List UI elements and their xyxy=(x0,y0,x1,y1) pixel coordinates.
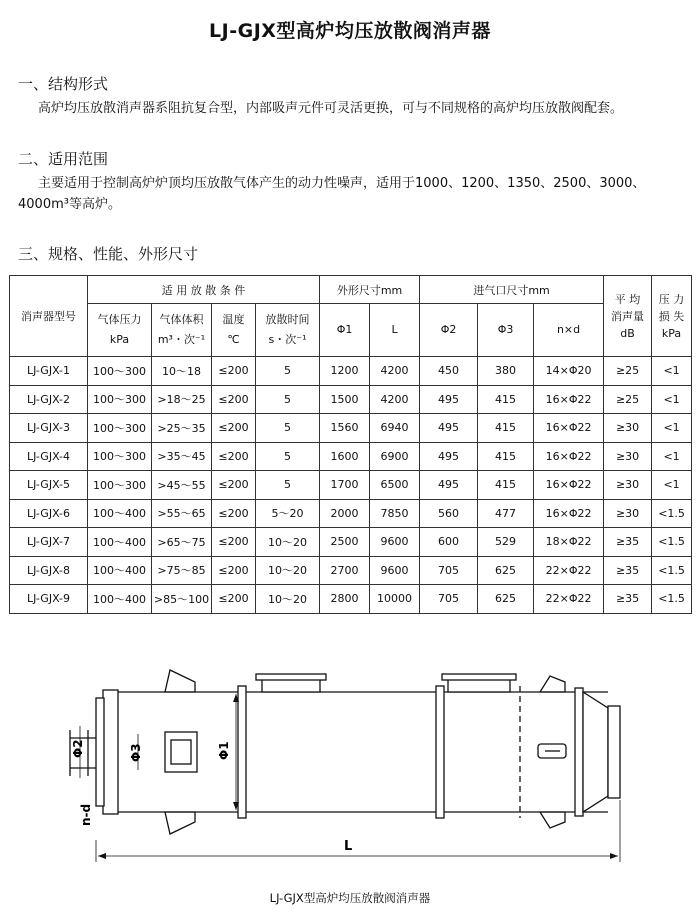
table-cell: <1 xyxy=(652,357,692,386)
table-cell: 529 xyxy=(478,528,534,557)
table-cell: ≤200 xyxy=(212,556,256,585)
table-cell: ≥30 xyxy=(604,471,652,500)
table-cell: 495 xyxy=(420,471,478,500)
table-cell: 10～20 xyxy=(256,528,320,557)
drawing-caption: LJ-GJX型高炉均压放散阀消声器 xyxy=(269,891,431,905)
table-cell: 5 xyxy=(256,385,320,414)
section-1-heading: 一、结构形式 xyxy=(18,75,109,93)
group-outer-dims: 外形尺寸mm xyxy=(320,276,420,304)
table-cell: >55～65 xyxy=(152,499,212,528)
table-cell: ≤200 xyxy=(212,385,256,414)
table-cell: >35～45 xyxy=(152,442,212,471)
table-cell: 495 xyxy=(420,442,478,471)
table-cell: <1 xyxy=(652,385,692,414)
table-cell: 4200 xyxy=(370,385,420,414)
subhead-2: 温度 ℃ xyxy=(212,304,256,357)
table-cell: >75～85 xyxy=(152,556,212,585)
section-1-body: 高炉均压放散消声器系阻抗复合型，内部吸声元件可灵活更换，可与不同规格的高炉均压放散阀配套。 xyxy=(38,101,624,116)
spec-table xyxy=(9,275,692,614)
table-row xyxy=(10,414,692,443)
table-cell: 16×Φ22 xyxy=(534,499,604,528)
table-cell: 9600 xyxy=(370,528,420,557)
table-cell: 100～300 xyxy=(88,471,152,500)
table-cell: 2700 xyxy=(320,556,370,585)
col-pressure-loss: 压 力 损 失 kPa xyxy=(652,276,692,357)
table-cell: 415 xyxy=(478,385,534,414)
table-cell: 2500 xyxy=(320,528,370,557)
table-cell: <1 xyxy=(652,471,692,500)
col-attenuation: 平 均 消声量 dB xyxy=(604,276,652,357)
table-cell: ≥35 xyxy=(604,528,652,557)
table-cell: LJ-GJX-2 xyxy=(10,385,88,414)
table-cell: ≥25 xyxy=(604,357,652,386)
table-cell: LJ-GJX-3 xyxy=(10,414,88,443)
table-cell: <1.5 xyxy=(652,528,692,557)
table-cell: 5 xyxy=(256,357,320,386)
label-phi1: Φ1 xyxy=(217,741,231,760)
subhead-0: 气体压力 kPa xyxy=(88,304,152,357)
section-3-heading: 三、规格、性能、外形尺寸 xyxy=(18,245,199,263)
subhead-1: 气体体积 m³・次⁻¹ xyxy=(152,304,212,357)
table-cell: 6940 xyxy=(370,414,420,443)
table-cell: 1700 xyxy=(320,471,370,500)
table-cell: 100～400 xyxy=(88,556,152,585)
table-cell: 495 xyxy=(420,414,478,443)
table-row xyxy=(10,385,692,414)
table-cell: 415 xyxy=(478,414,534,443)
table-cell: LJ-GJX-7 xyxy=(10,528,88,557)
table-cell: 100～300 xyxy=(88,414,152,443)
table-cell: ≤200 xyxy=(212,414,256,443)
table-cell: 22×Φ22 xyxy=(534,556,604,585)
table-row xyxy=(10,471,692,500)
table-cell: 10～20 xyxy=(256,585,320,614)
table-cell: 625 xyxy=(478,556,534,585)
table-cell: 100～400 xyxy=(88,585,152,614)
table-cell: 100～400 xyxy=(88,528,152,557)
table-cell: LJ-GJX-5 xyxy=(10,471,88,500)
table-cell: 415 xyxy=(478,442,534,471)
table-cell: ≤200 xyxy=(212,528,256,557)
col-model: 消声器型号 xyxy=(10,276,88,357)
table-cell: 9600 xyxy=(370,556,420,585)
table-cell: ≥30 xyxy=(604,442,652,471)
table-cell: 1200 xyxy=(320,357,370,386)
table-cell: >18～25 xyxy=(152,385,212,414)
subhead-8: n×d xyxy=(534,304,604,357)
table-row xyxy=(10,585,692,614)
table-cell: LJ-GJX-9 xyxy=(10,585,88,614)
table-cell: 100～400 xyxy=(88,499,152,528)
table-cell: 1500 xyxy=(320,385,370,414)
section-2-heading: 二、适用范围 xyxy=(18,150,109,168)
table-cell: >65～75 xyxy=(152,528,212,557)
table-cell: 625 xyxy=(478,585,534,614)
table-cell: 415 xyxy=(478,471,534,500)
subhead-3: 放散时间 s・次⁻¹ xyxy=(256,304,320,357)
table-cell: 600 xyxy=(420,528,478,557)
subhead-5: L xyxy=(370,304,420,357)
table-cell: 16×Φ22 xyxy=(534,414,604,443)
table-cell: 1600 xyxy=(320,442,370,471)
label-phi3: Φ3 xyxy=(129,743,143,762)
subhead-7: Φ3 xyxy=(478,304,534,357)
table-cell: ≤200 xyxy=(212,499,256,528)
table-cell: 477 xyxy=(478,499,534,528)
table-cell: 495 xyxy=(420,385,478,414)
table-cell: 2000 xyxy=(320,499,370,528)
label-nd: n-d xyxy=(79,803,93,826)
table-cell: 2800 xyxy=(320,585,370,614)
silencer-drawing xyxy=(0,650,700,890)
table-cell: LJ-GJX-8 xyxy=(10,556,88,585)
group-inlet-dims: 进气口尺寸mm xyxy=(420,276,604,304)
table-cell: 380 xyxy=(478,357,534,386)
table-cell: 16×Φ22 xyxy=(534,442,604,471)
table-cell: 705 xyxy=(420,556,478,585)
label-length: L xyxy=(344,839,353,854)
table-cell: >45～55 xyxy=(152,471,212,500)
table-cell: ≤200 xyxy=(212,442,256,471)
table-cell: 16×Φ22 xyxy=(534,385,604,414)
table-cell: 5 xyxy=(256,442,320,471)
table-cell: 100～300 xyxy=(88,385,152,414)
table-cell: 10～18 xyxy=(152,357,212,386)
table-cell: <1.5 xyxy=(652,499,692,528)
table-row xyxy=(10,528,692,557)
table-cell: <1.5 xyxy=(652,556,692,585)
table-cell: 7850 xyxy=(370,499,420,528)
table-cell: 10～20 xyxy=(256,556,320,585)
table-cell: ≥30 xyxy=(604,414,652,443)
table-cell: LJ-GJX-4 xyxy=(10,442,88,471)
table-cell: >25～35 xyxy=(152,414,212,443)
table-cell: ≤200 xyxy=(212,357,256,386)
label-phi2: Φ2 xyxy=(71,739,85,758)
table-cell: ≥35 xyxy=(604,556,652,585)
section-2-body: 主要适用于控制高炉炉顶均压放散气体产生的动力性噪声，适用于1000、1200、1350、2500、3000、4000m³等高炉。 xyxy=(18,176,646,212)
table-cell: <1 xyxy=(652,414,692,443)
table-cell: 6900 xyxy=(370,442,420,471)
table-cell: 18×Φ22 xyxy=(534,528,604,557)
table-cell: 4200 xyxy=(370,357,420,386)
table-cell: 450 xyxy=(420,357,478,386)
table-cell: 100～300 xyxy=(88,442,152,471)
group-conditions: 适 用 放 散 条 件 xyxy=(88,276,320,304)
table-row xyxy=(10,357,692,386)
table-cell: LJ-GJX-6 xyxy=(10,499,88,528)
table-cell: 10000 xyxy=(370,585,420,614)
table-cell: 6500 xyxy=(370,471,420,500)
table-cell: >85～100 xyxy=(152,585,212,614)
table-cell: 5 xyxy=(256,471,320,500)
table-cell: LJ-GJX-1 xyxy=(10,357,88,386)
table-cell: ≥30 xyxy=(604,499,652,528)
subhead-6: Φ2 xyxy=(420,304,478,357)
table-cell: ≥35 xyxy=(604,585,652,614)
table-row xyxy=(10,556,692,585)
table-cell: <1.5 xyxy=(652,585,692,614)
page-title: LJ-GJX型高炉均压放散阀消声器 xyxy=(209,20,491,42)
table-row xyxy=(10,442,692,471)
table-cell: 5～20 xyxy=(256,499,320,528)
table-cell: 14×Φ20 xyxy=(534,357,604,386)
table-cell: ≤200 xyxy=(212,585,256,614)
table-cell: 1560 xyxy=(320,414,370,443)
table-cell: 705 xyxy=(420,585,478,614)
table-cell: 16×Φ22 xyxy=(534,471,604,500)
subhead-4: Φ1 xyxy=(320,304,370,357)
table-cell: ≥25 xyxy=(604,385,652,414)
table-row xyxy=(10,499,692,528)
table-cell: 5 xyxy=(256,414,320,443)
table-cell: ≤200 xyxy=(212,471,256,500)
table-cell: 22×Φ22 xyxy=(534,585,604,614)
table-cell: <1 xyxy=(652,442,692,471)
table-cell: 560 xyxy=(420,499,478,528)
table-cell: 100～300 xyxy=(88,357,152,386)
